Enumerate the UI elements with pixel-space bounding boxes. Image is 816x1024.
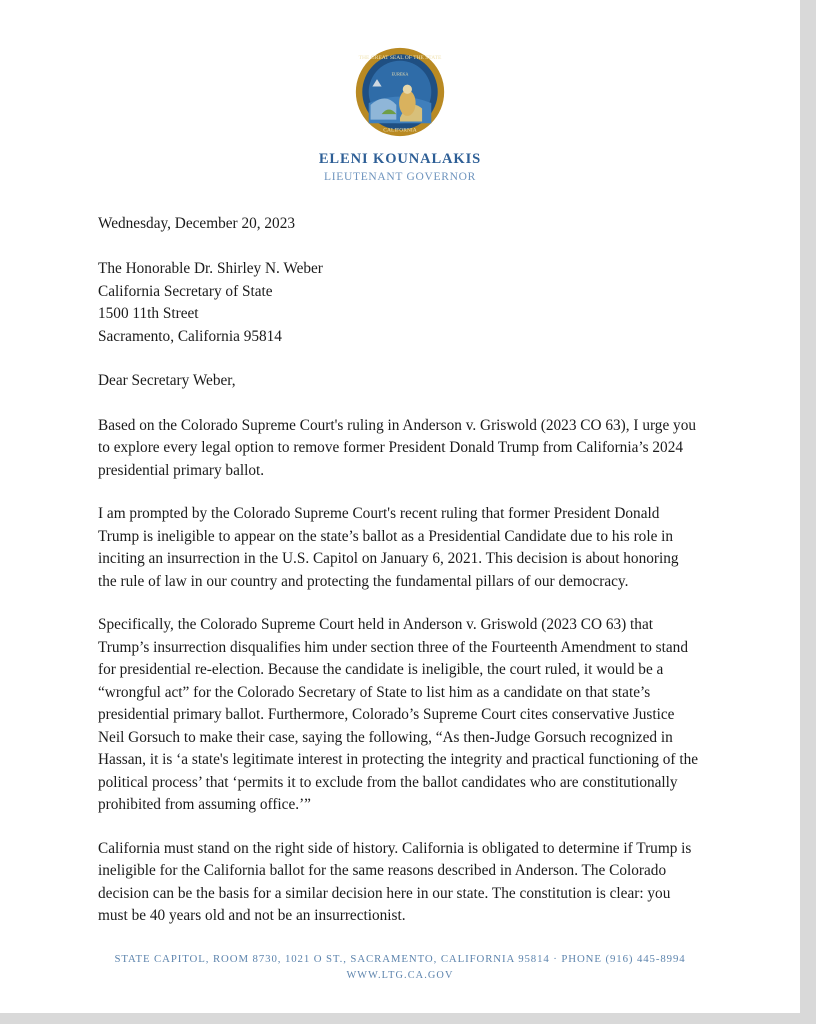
page-right-margin (800, 0, 816, 1024)
letter-paragraph: Specifically, the Colorado Supreme Court held in Anderson v. Griswold (2023 CO 63) that Trump’s insurrection disqualifies him under section three of the Fourteenth Amendment to stand for presidential re-election. Because the candidate is ineligible, the court ruled, it would be a “wrongful act” for the Colorado Secretary of State to list him as a candidate on that state’s presidential primary ballot. Furthermore, Colorado’s Supreme Court cites conservative Justice Neil Gorsuch to make their case, saying the following, “As then-Judge Gorsuch recognized in Hassan, it is ‘a state's legitimate interest in protecting the integrity and practical functioning of the political process’ that ‘permits it to exclude from the ballot candidates who are constitutionally prohibited from assuming office.’” (98, 616, 699, 814)
svg-text:EUREKA: EUREKA (391, 71, 409, 77)
address-line: California Secretary of State (98, 282, 273, 300)
california-state-seal-icon (354, 46, 446, 138)
letterhead-title: LIEUTENANT GOVERNOR (323, 171, 477, 183)
letter-footer (0, 953, 800, 981)
footer-address: STATE CAPITOL, ROOM 8730, 1021 O ST., SACRAMENTO, CALIFORNIA 95814 · PHONE (916) 445-8994 (114, 953, 686, 965)
svg-text:CALIFORNIA: CALIFORNIA (383, 127, 417, 134)
letter-body (98, 213, 700, 928)
letter-paragraph: Based on the Colorado Supreme Court's ruling in Anderson v. Griswold (2023 CO 63), I urge you to explore every legal option to remove former President Donald Trump from California’s 2024 presidential primary ballot. (98, 416, 696, 479)
svg-text:THE GREAT SEAL OF THE STATE: THE GREAT SEAL OF THE STATE (358, 54, 442, 61)
letter-date: Wednesday, December 20, 2023 (98, 215, 295, 232)
footer-website: WWW.LTG.CA.GOV (346, 970, 454, 981)
recipient-address (98, 258, 700, 348)
salutation: Dear Secretary Weber, (98, 372, 236, 390)
address-line: 1500 11th Street (98, 305, 199, 323)
address-line: Sacramento, California 95814 (98, 327, 282, 345)
address-line: The Honorable Dr. Shirley N. Weber (98, 260, 323, 278)
letterhead (0, 0, 800, 183)
letter-paragraph: California must stand on the right side of history. California is obligated to determine if Trump is ineligible for the California ballot for the same reasons described in Anderson. The Colorado decision can be the basis for a similar decision here in our state. The constitution is clear: you must be 40 years old and not be an insurrectionist. (98, 839, 692, 925)
letterhead-name: ELENI KOUNALAKIS (318, 151, 482, 167)
letter-paragraph: I am prompted by the Colorado Supreme Court's recent ruling that former President Donald Trump is ineligible to appear on the state’s ballot as a Presidential Candidate due to his role in inciting an insurrection in the U.S. Capitol on January 6, 2021. This decision is about honoring the rule of law in our country and protecting the fundamental pillars of our democracy. (98, 505, 679, 590)
page-bottom-margin (0, 1013, 816, 1024)
